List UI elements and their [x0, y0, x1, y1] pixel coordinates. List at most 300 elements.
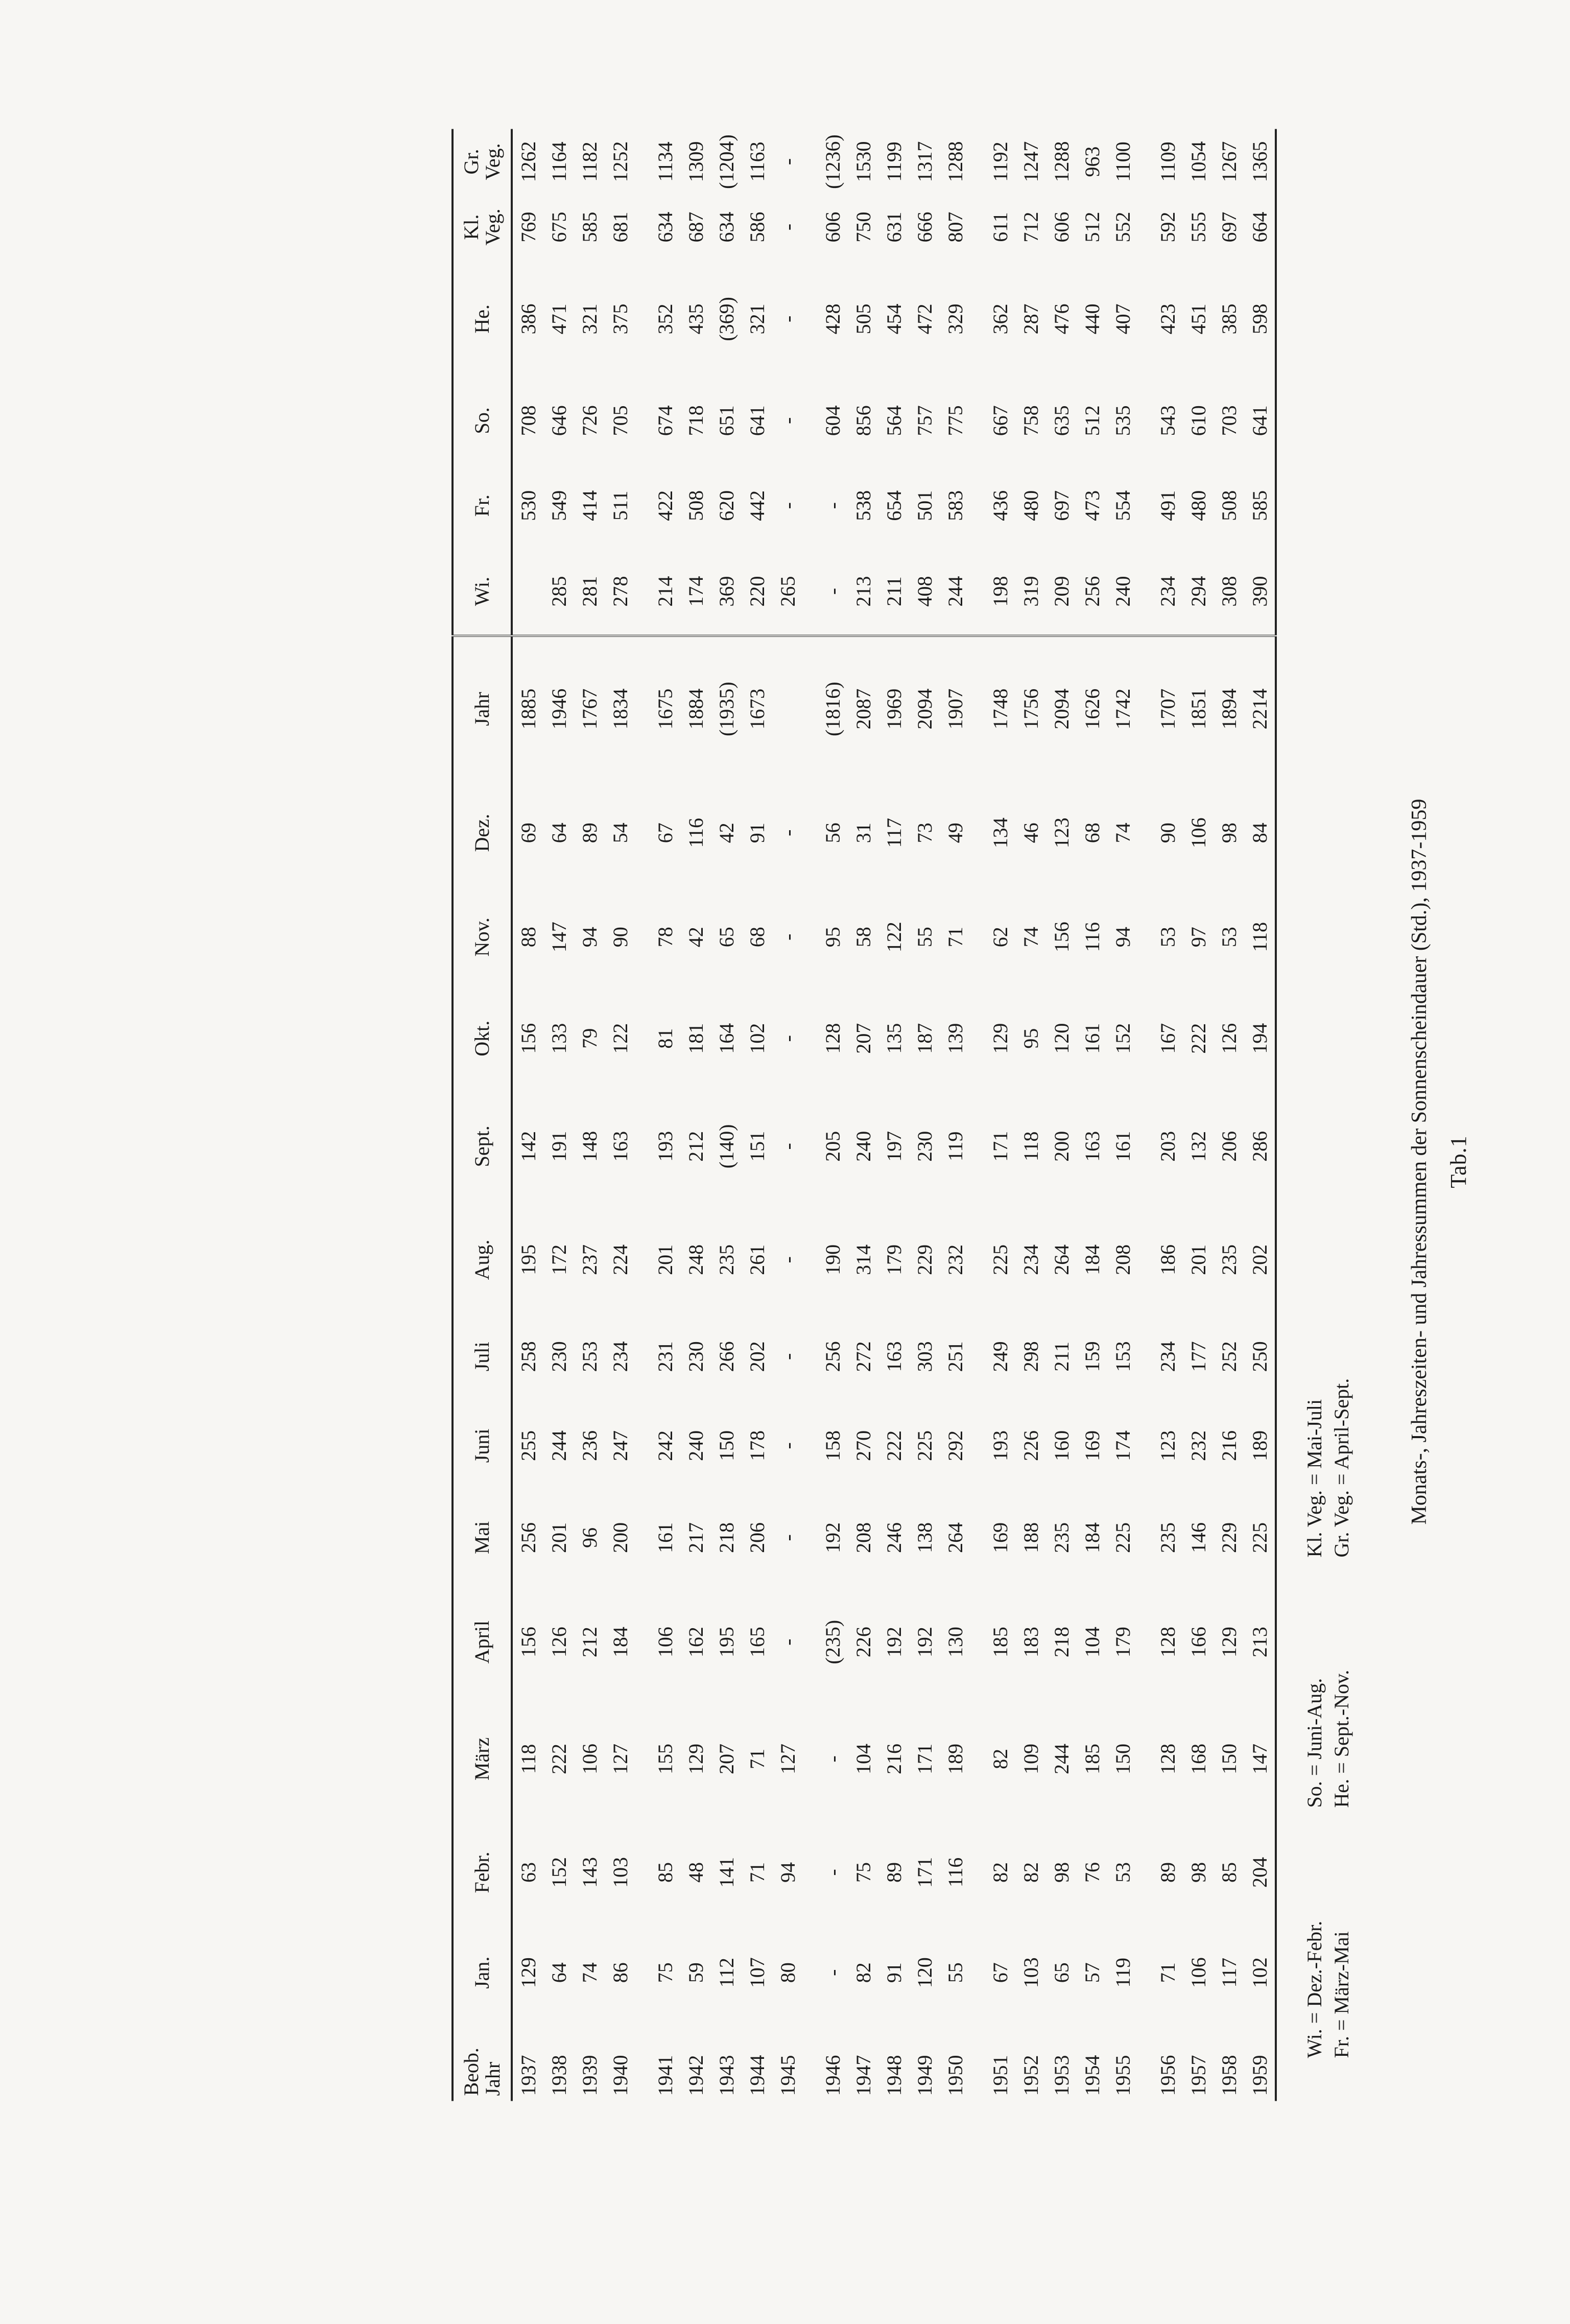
- season-cell: 703: [1217, 405, 1241, 436]
- season-cell: 604: [821, 405, 844, 436]
- month-cell: 207: [851, 1023, 875, 1054]
- season-cell: 646: [547, 405, 570, 436]
- month-cell: 169: [988, 1522, 1012, 1553]
- header-month: Mai: [470, 1521, 493, 1555]
- header-season: Wi.: [453, 548, 512, 636]
- month-cell: 203: [1156, 1131, 1179, 1162]
- month-cell: 68: [1080, 823, 1104, 843]
- month-cell: 89: [882, 1862, 906, 1883]
- month-cell: 117: [882, 818, 906, 848]
- month-cell: 188: [1019, 1522, 1042, 1553]
- month-cell: 160: [1050, 1430, 1073, 1461]
- month-cell: 244: [1050, 1743, 1073, 1774]
- month-cell: 256: [516, 1522, 540, 1553]
- month-cell: 266: [715, 1341, 738, 1372]
- spacer-cell: [1138, 781, 1152, 884]
- month-cell: 95: [821, 927, 844, 948]
- annual-total-cell: (1816): [821, 682, 844, 737]
- table-row: [512, 129, 543, 2101]
- month-cell: 253: [578, 1341, 601, 1372]
- month-cell: 187: [913, 1023, 936, 1054]
- month-cell: 190: [821, 1244, 844, 1275]
- spacer-cell: [803, 1817, 817, 1928]
- gr-veg-cell: 1317: [913, 141, 936, 182]
- kl-veg-cell: 750: [851, 212, 875, 243]
- month-cell: 94: [578, 927, 601, 948]
- year-cell: 1938: [547, 2055, 570, 2096]
- month-cell: 119: [1111, 1958, 1134, 1988]
- season-cell: 674: [653, 405, 677, 436]
- month-cell: 58: [851, 927, 875, 948]
- month-cell: 236: [578, 1430, 601, 1461]
- month-cell: 64: [547, 1962, 570, 1983]
- year-cell: 1951: [988, 2055, 1012, 2096]
- month-cell: 161: [653, 1522, 677, 1553]
- spacer-cell: [635, 884, 650, 990]
- kl-veg-cell: 634: [715, 212, 738, 243]
- season-cell: 451: [1186, 303, 1210, 335]
- table-row: [878, 129, 909, 2101]
- month-cell: 189: [943, 1743, 967, 1774]
- season-cell: 385: [1217, 303, 1241, 335]
- month-cell: 179: [882, 1244, 906, 1275]
- month-cell: 82: [988, 1862, 1012, 1883]
- year-cell: 1957: [1186, 2055, 1210, 2096]
- month-cell: 202: [745, 1341, 769, 1372]
- month-cell: 161: [1080, 1023, 1104, 1054]
- month-cell: 185: [988, 1627, 1012, 1658]
- annual-total-cell: 1707: [1156, 688, 1179, 730]
- season-cell: 369: [711, 548, 742, 636]
- season-cell: 508: [684, 490, 707, 521]
- spacer-cell: [635, 636, 650, 781]
- kl-veg-cell: 606: [1050, 212, 1073, 243]
- month-cell: 68: [745, 927, 769, 948]
- season-cell: 321: [578, 303, 601, 335]
- season-cell: 256: [1077, 548, 1107, 636]
- month-cell: 141: [715, 1857, 738, 1888]
- spacer-cell: [803, 1928, 817, 2017]
- year-cell: 1956: [1156, 2055, 1179, 2096]
- month-cell: 230: [547, 1341, 570, 1372]
- season-cell: 375: [608, 303, 632, 335]
- month-cell: 75: [851, 1862, 875, 1883]
- season-cell: 352: [653, 303, 677, 335]
- month-cell: 171: [913, 1857, 936, 1888]
- header-month: Okt.: [470, 1020, 493, 1057]
- month-cell: 264: [1050, 1244, 1073, 1275]
- kl-veg-cell: -: [776, 223, 799, 231]
- season-cell: 491: [1156, 490, 1179, 521]
- kl-veg-cell: 634: [653, 212, 677, 243]
- annual-total-cell: 1834: [608, 688, 632, 730]
- month-cell: 234: [608, 1341, 632, 1372]
- month-cell: 79: [578, 1028, 601, 1049]
- month-cell: 46: [1019, 823, 1042, 843]
- month-cell: -: [821, 1869, 844, 1876]
- table-row: [543, 129, 574, 2101]
- season-cell: 428: [821, 303, 844, 335]
- month-cell: 192: [821, 1522, 844, 1553]
- season-cell: 265: [772, 548, 803, 636]
- month-cell: 95: [1019, 1028, 1042, 1049]
- month-cell: 272: [851, 1341, 875, 1372]
- month-cell: 106: [653, 1627, 677, 1658]
- month-cell: 103: [608, 1857, 632, 1888]
- year-cell: 1947: [851, 2055, 875, 2096]
- annual-total-cell: 1673: [745, 688, 769, 730]
- annual-total-cell: 1767: [578, 688, 601, 730]
- spacer-cell: [803, 2017, 817, 2101]
- month-cell: 234: [1019, 1244, 1042, 1275]
- month-cell: 71: [745, 1862, 769, 1883]
- spacer-cell: [1138, 990, 1152, 1087]
- spacer-cell: [803, 636, 817, 781]
- month-cell: 65: [715, 927, 738, 948]
- month-cell: 109: [1019, 1743, 1042, 1774]
- kl-veg-cell: 807: [943, 212, 967, 243]
- table-row: [650, 129, 680, 2101]
- header-gr-veg: [453, 129, 512, 195]
- sunshine-table: [451, 129, 1277, 2101]
- month-cell: 222: [882, 1430, 906, 1461]
- season-cell: 508: [1217, 490, 1241, 521]
- spacer-cell: [803, 195, 817, 260]
- table-row: [909, 129, 940, 2101]
- gr-veg-cell: 1252: [608, 141, 632, 182]
- month-cell: 226: [1019, 1430, 1042, 1461]
- month-cell: 94: [776, 1862, 799, 1883]
- year-cell: 1950: [943, 2055, 967, 2096]
- month-cell: -: [776, 1256, 799, 1263]
- month-cell: 65: [1050, 1962, 1073, 1983]
- spacer-cell: [970, 1087, 985, 1206]
- spacer-cell: [1138, 1314, 1152, 1399]
- season-cell: (369): [715, 297, 738, 341]
- month-cell: 49: [943, 823, 967, 843]
- month-cell: 71: [943, 927, 967, 948]
- season-cell: 234: [1152, 548, 1183, 636]
- spacer-cell: [970, 1399, 985, 1493]
- table-row: [848, 129, 878, 2101]
- season-cell: 454: [882, 303, 906, 335]
- spacer-cell: [970, 260, 985, 379]
- month-cell: 98: [1186, 1862, 1210, 1883]
- month-cell: 201: [1186, 1244, 1210, 1275]
- month-cell: 102: [1244, 1928, 1276, 2017]
- month-cell: 82: [988, 1748, 1012, 1769]
- year-cell: 1944: [745, 2055, 769, 2096]
- header-season: Fr.: [470, 495, 493, 517]
- spacer-cell: [803, 129, 817, 195]
- month-cell: 81: [653, 1028, 677, 1049]
- month-cell: 156: [1050, 922, 1073, 953]
- month-cell: 225: [1111, 1522, 1134, 1553]
- table-body: [512, 129, 1276, 2101]
- header-month: März: [470, 1737, 493, 1781]
- spacer-cell: [635, 1492, 650, 1583]
- month-cell: 128: [1156, 1743, 1179, 1774]
- table-row: [680, 129, 711, 2101]
- season-cell: 473: [1080, 490, 1104, 521]
- month-cell: 148: [578, 1131, 601, 1162]
- season-cell: 856: [851, 405, 875, 436]
- spacer-cell: [970, 378, 985, 463]
- month-cell: 230: [684, 1341, 707, 1372]
- month-cell: 112: [715, 1958, 738, 1988]
- month-cell: 258: [516, 1341, 540, 1372]
- month-cell: 106: [578, 1743, 601, 1774]
- month-cell: 255: [516, 1430, 540, 1461]
- gr-veg-cell: 1100: [1111, 142, 1134, 182]
- month-cell: 54: [608, 823, 632, 843]
- month-cell: -: [821, 1755, 844, 1763]
- year-cell: 1949: [913, 2055, 936, 2096]
- header-gr-veg-line2: Veg.: [481, 143, 504, 180]
- month-cell: 242: [653, 1430, 677, 1461]
- season-cell: -: [776, 502, 799, 509]
- month-cell: 193: [988, 1430, 1012, 1461]
- month-cell: 240: [851, 1131, 875, 1162]
- month-cell: 88: [516, 927, 540, 948]
- gr-veg-cell: 1182: [578, 142, 601, 182]
- table-row: [711, 129, 742, 2101]
- month-cell: 172: [547, 1244, 570, 1275]
- month-cell: 225: [913, 1430, 936, 1461]
- month-cell: 132: [1186, 1131, 1210, 1162]
- month-cell: (235): [821, 1619, 844, 1664]
- spacer-cell: [1138, 1087, 1152, 1206]
- gr-veg-cell: 1288: [1050, 141, 1073, 182]
- month-cell: 150: [1111, 1743, 1134, 1774]
- season-cell: 505: [851, 303, 875, 335]
- month-cell: 94: [1111, 927, 1134, 948]
- season-cell: 654: [882, 490, 906, 521]
- season-cell: 583: [943, 490, 967, 521]
- month-cell: 216: [1217, 1430, 1241, 1461]
- month-cell: 48: [684, 1862, 707, 1883]
- year-cell: 1946: [821, 2055, 844, 2096]
- month-cell: 240: [684, 1430, 707, 1461]
- month-cell: -: [776, 1442, 799, 1449]
- header-jahr: Jahr: [470, 692, 493, 726]
- season-cell: 726: [578, 405, 601, 436]
- month-cell: 55: [943, 1962, 967, 1983]
- season-cell: -: [776, 315, 799, 323]
- spacer-cell: [635, 463, 650, 548]
- spacer-cell: [635, 1399, 650, 1493]
- month-cell: 162: [684, 1627, 707, 1658]
- month-cell: 166: [1186, 1627, 1210, 1658]
- table-row: [742, 129, 772, 2101]
- gr-veg-cell: 1530: [851, 141, 875, 182]
- month-cell: 212: [684, 1131, 707, 1162]
- month-cell: 202: [1244, 1206, 1276, 1314]
- annual-total-cell: (1935): [715, 682, 738, 737]
- season-cell: 240: [1107, 548, 1138, 636]
- month-cell: 73: [913, 823, 936, 843]
- header-season: He.: [470, 304, 493, 334]
- month-cell: 102: [745, 1023, 769, 1054]
- table-row: [1015, 129, 1046, 2101]
- legend-item: So. = Juni-Aug.: [1303, 1678, 1326, 1808]
- kl-veg-cell: 687: [684, 212, 707, 243]
- kl-veg-cell: 631: [882, 212, 906, 243]
- month-cell: (140): [715, 1124, 738, 1169]
- month-cell: 158: [821, 1430, 844, 1461]
- season-cell: 564: [882, 405, 906, 436]
- month-cell: 116: [684, 818, 707, 848]
- annual-total-cell: 1748: [988, 688, 1012, 730]
- season-cell: 705: [608, 405, 632, 436]
- month-cell: 235: [715, 1244, 738, 1275]
- month-cell: 106: [1186, 1957, 1210, 1988]
- month-cell: 67: [988, 1962, 1012, 1983]
- month-cell: 98: [1217, 823, 1241, 843]
- season-cell: 362: [988, 303, 1012, 335]
- legend-item: Gr. Veg. = April-Sept.: [1330, 1378, 1353, 1558]
- month-cell: 91: [745, 823, 769, 843]
- month-cell: 314: [851, 1244, 875, 1275]
- spacer-cell: [803, 1087, 817, 1206]
- spacer-cell: [803, 1701, 817, 1817]
- month-cell: 184: [1080, 1244, 1104, 1275]
- season-cell: 308: [1214, 548, 1244, 636]
- year-cell: 1940: [608, 2055, 632, 2096]
- season-cell: 598: [1244, 260, 1276, 379]
- season-cell: 635: [1050, 405, 1073, 436]
- spacer-cell: [1138, 260, 1152, 379]
- month-cell: 169: [1080, 1430, 1104, 1461]
- season-cell: 667: [988, 405, 1012, 436]
- month-cell: 201: [653, 1244, 677, 1275]
- header-month: April: [470, 1620, 493, 1664]
- gr-veg-cell: (1236): [821, 134, 844, 189]
- season-cell: 440: [1080, 303, 1104, 335]
- season-cell: 641: [1244, 378, 1276, 463]
- month-cell: 31: [851, 823, 875, 843]
- month-cell: 171: [913, 1743, 936, 1774]
- gr-veg-cell: 1109: [1156, 142, 1179, 182]
- season-cell: 422: [653, 490, 677, 521]
- month-cell: 76: [1080, 1862, 1104, 1883]
- season-cell: 209: [1046, 548, 1077, 636]
- spacer-cell: [803, 1206, 817, 1314]
- season-cell: 512: [1080, 405, 1104, 436]
- month-cell: 85: [653, 1862, 677, 1883]
- month-cell: 232: [1186, 1430, 1210, 1461]
- month-cell: -: [776, 1638, 799, 1646]
- gr-veg-cell: 963: [1080, 146, 1104, 177]
- season-cell: 501: [913, 490, 936, 521]
- year-cell: 1948: [882, 2055, 906, 2096]
- annual-total-cell: [772, 636, 803, 781]
- gr-veg-cell: 1247: [1019, 141, 1042, 182]
- annual-total-cell: 1851: [1186, 688, 1210, 730]
- month-cell: 147: [547, 922, 570, 953]
- month-cell: 146: [1186, 1522, 1210, 1553]
- gr-veg-cell: 1365: [1244, 129, 1276, 195]
- month-cell: 134: [988, 817, 1012, 849]
- spacer-cell: [970, 781, 985, 884]
- gr-veg-cell: 1192: [988, 142, 1012, 182]
- row-spacer: [1138, 129, 1152, 2101]
- season-cell: 585: [1244, 463, 1276, 548]
- spacer-cell: [1138, 129, 1152, 195]
- spacer-cell: [635, 1701, 650, 1817]
- month-cell: 104: [1080, 1627, 1104, 1658]
- spacer-cell: [803, 884, 817, 990]
- header-row: [453, 129, 512, 2101]
- season-cell: 220: [742, 548, 772, 636]
- spacer-cell: [803, 1314, 817, 1399]
- season-cell: 530: [516, 490, 540, 521]
- month-cell: 42: [684, 927, 707, 948]
- kl-veg-cell: 606: [821, 212, 844, 243]
- season-cell: 294: [1183, 548, 1214, 636]
- month-cell: 122: [882, 922, 906, 953]
- month-cell: 59: [684, 1962, 707, 1983]
- season-cell: 480: [1186, 490, 1210, 521]
- header-month: Aug.: [470, 1239, 493, 1280]
- table-row: [1107, 129, 1138, 2101]
- kl-veg-cell: 675: [547, 212, 570, 243]
- spacer-cell: [1138, 378, 1152, 463]
- month-cell: 89: [1156, 1862, 1179, 1883]
- month-cell: 97: [1186, 927, 1210, 948]
- month-cell: 286: [1244, 1087, 1276, 1206]
- spacer-cell: [1138, 636, 1152, 781]
- header-month: Juli: [470, 1342, 493, 1372]
- month-cell: 155: [653, 1743, 677, 1774]
- legend-item: Wi. = Dez.-Febr.: [1303, 1920, 1326, 2058]
- kl-veg-cell: 555: [1186, 212, 1210, 243]
- month-cell: 193: [653, 1131, 677, 1162]
- legend-item: He. = Sept.-Nov.: [1330, 1670, 1353, 1808]
- gr-veg-cell: 1288: [943, 141, 967, 182]
- month-cell: 98: [1050, 1862, 1073, 1883]
- kl-veg-cell: 681: [608, 212, 632, 243]
- spacer-cell: [635, 1314, 650, 1399]
- annual-total-cell: 1894: [1217, 688, 1241, 730]
- annual-total-cell: 1946: [547, 688, 570, 730]
- spacer-cell: [970, 1701, 985, 1817]
- spacer-cell: [635, 1583, 650, 1701]
- spacer-cell: [635, 378, 650, 463]
- month-cell: 67: [653, 823, 677, 843]
- header-kl-veg: [453, 195, 512, 260]
- month-cell: 205: [821, 1131, 844, 1162]
- header-month: Febr.: [470, 1851, 493, 1893]
- month-cell: 206: [1217, 1131, 1241, 1162]
- year-cell: 1941: [653, 2055, 677, 2096]
- table-caption: Monats-, Jahreszeiten- und Jahressummen der Sonnenscheindauer (Std.), 1937-1959: [1408, 799, 1431, 1525]
- spacer-cell: [635, 129, 650, 195]
- season-cell: 480: [1019, 490, 1042, 521]
- month-cell: 55: [913, 927, 936, 948]
- season-cell: 211: [878, 548, 909, 636]
- annual-total-cell: 1885: [516, 688, 540, 730]
- season-cell: 757: [913, 405, 936, 436]
- month-cell: 53: [1217, 927, 1241, 948]
- month-cell: 123: [1050, 817, 1073, 849]
- season-cell: 214: [650, 548, 680, 636]
- spacer-cell: [803, 1399, 817, 1493]
- month-cell: 247: [608, 1430, 632, 1461]
- month-cell: 156: [516, 1023, 540, 1054]
- spacer-cell: [803, 378, 817, 463]
- annual-total-cell: 1907: [943, 688, 967, 730]
